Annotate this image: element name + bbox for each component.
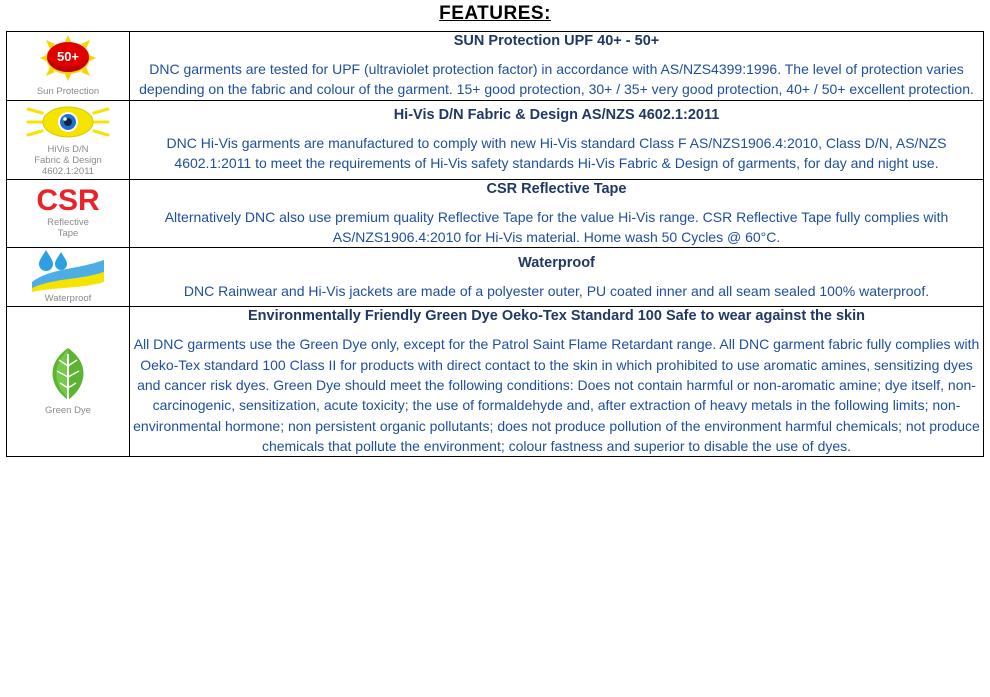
csr-caption: [22, 218, 114, 240]
table-row: [7, 179, 984, 248]
waterproof-icon: [28, 248, 108, 292]
table-row: [7, 307, 984, 457]
sun-protection-text-cell: [130, 32, 984, 101]
waterproof-text-cell: [130, 248, 984, 307]
features-table: [6, 31, 984, 457]
hivis-caption-line2: Fabric & Design: [34, 154, 102, 166]
table-row: [7, 248, 984, 307]
icon-box: [22, 346, 114, 417]
icon-box: [22, 101, 114, 178]
page-title: FEATURES:: [439, 3, 551, 24]
hivis-caption-line1: HiVis D/N: [47, 143, 89, 155]
green-dye-text-cell: [130, 307, 984, 457]
hivis-day-night-icon: [26, 101, 110, 143]
hivis-icon-cell: [7, 100, 130, 179]
row-body: All DNC garments use the Green Dye only, except for the Patrol Saint Flame Retardant range. All DNC garment fabric fully complies with Oeko-Tex standard 100 Class II for products with direct contact to the skin in which prohibited to use aromatic amines, sensitizing dyes and cancer risk dyes. Green Dye should meet the following conditions: Does not contain harmful or non-aromatic amine; dye itself, non-carcinogenic, sensitization, acute toxicity; the use of formaldehyde and, after extraction of heavy metals in the following limits; non-environmental hormone; non persistent organic pollutants; does not produce pollution of the environment harmful chemicals; not produce chemicals that pollute the environment; colour fastness and superior to disable the use of dyes.: [133, 336, 980, 454]
sun-protection-caption: Sun Protection: [36, 85, 100, 97]
icon-box: [22, 248, 114, 305]
waterproof-caption: Waterproof: [44, 293, 92, 305]
icon-box: [22, 33, 114, 98]
hivis-caption: [22, 145, 114, 178]
sun-protection-icon: [31, 33, 105, 85]
green-dye-icon-cell: [7, 307, 130, 457]
row-heading: Environmentally Friendly Green Dye Oeko-Tex Standard 100 Safe to wear against the skin: [248, 308, 865, 325]
green-dye-icon: [38, 346, 98, 404]
waterproof-icon-cell: [7, 248, 130, 307]
icon-box: [22, 183, 114, 240]
row-heading: CSR Reflective Tape: [486, 180, 627, 197]
csr-text-cell: [130, 179, 984, 248]
csr-caption-line2: Tape: [57, 227, 79, 239]
csr-caption-line1: Reflective: [47, 216, 89, 228]
sun-protection-badge: 50+: [56, 48, 80, 64]
row-body: DNC garments are tested for UPF (ultraviolet protection factor) in accordance with AS/NZS4399:1996. The level of protection varies depending on the fabric and colour of the garment. 15+ good protection, 30+ / 35+ very good protection, 40+ / 50+ excellent protection.: [139, 61, 974, 98]
csr-reflective-tape-icon: CSR: [36, 183, 100, 217]
table-row: [7, 100, 984, 179]
row-heading: Hi-Vis D/N Fabric & Design AS/NZS 4602.1:2011: [393, 106, 720, 123]
table-row: [7, 32, 984, 101]
row-body: DNC Rainwear and Hi-Vis jackets are made of a polyester outer, PU coated inner and all seam sealed 100% waterproof.: [183, 282, 930, 299]
hivis-caption-line3: 4602.1:2011: [41, 165, 95, 177]
row-body: Alternatively DNC also use premium quality Reflective Tape for the value Hi-Vis range. CSR Reflective Tape fully complies with AS/NZS1906.4:2010 for Hi-Vis material. Home wash 50 Cycles @ 60°C.: [164, 208, 949, 245]
green-dye-caption: Green Dye: [45, 404, 91, 416]
csr-icon-cell: [7, 179, 130, 248]
row-heading: Waterproof: [518, 254, 595, 271]
sun-protection-icon-cell: [7, 32, 130, 101]
hivis-text-cell: [130, 100, 984, 179]
row-heading: SUN Protection UPF 40+ - 50+: [453, 33, 660, 49]
row-body: DNC Hi-Vis garments are manufactured to comply with new Hi-Vis standard Class F AS/NZS1906.4:2010, Class D/N, AS/NZS 4602.1:2011 to meet the requirements of Hi-Vis safety standards Hi-Vis Fabric & Design of garments, for day and night use.: [166, 134, 947, 172]
